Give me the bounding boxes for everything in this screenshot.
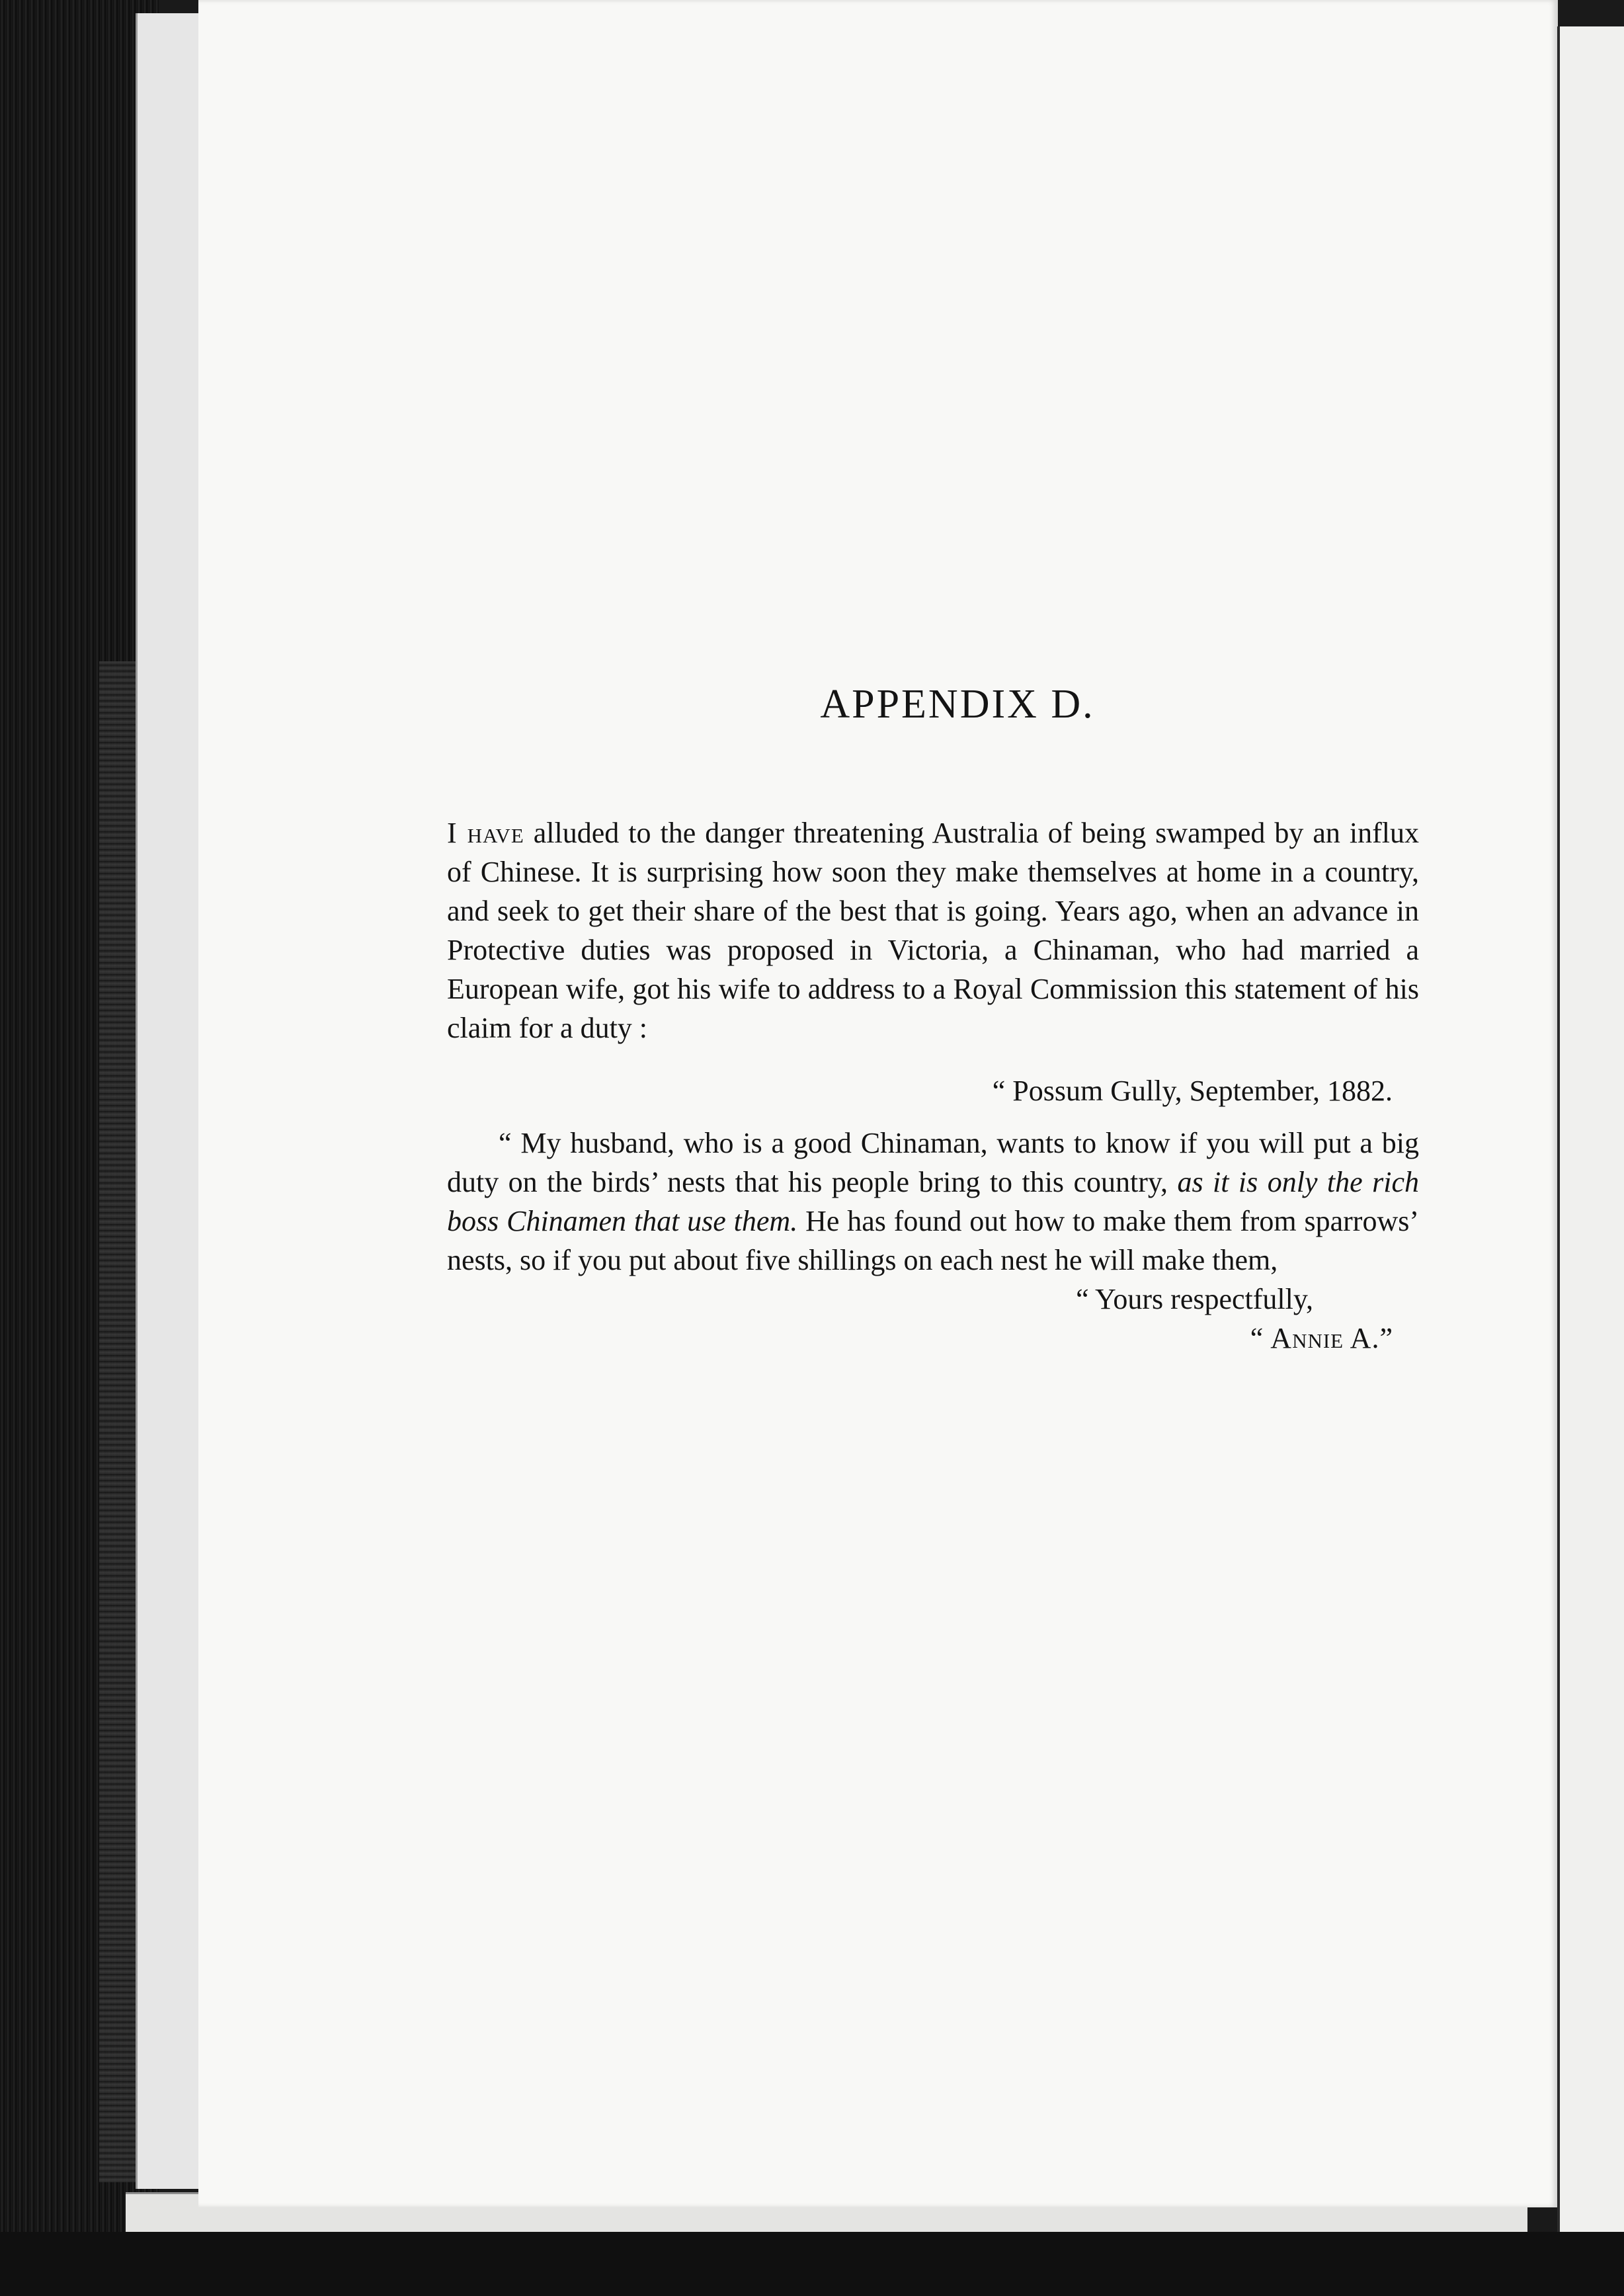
- scan-background: [0, 2232, 1624, 2296]
- intro-paragraph: [447, 813, 1419, 1047]
- appendix-heading: APPENDIX D.: [820, 682, 1095, 727]
- letter-closing: “ Yours respectfully,: [1076, 1283, 1313, 1315]
- letter-body-end: He has found out how to make them from sparrows’ nests, so if you put about five shillings on each nest he will make them,: [447, 1205, 1419, 1276]
- letter-body-start: “ My husband, who is a good Chinaman, wants to know if you will put a big duty on the birds’ nests that his people bring to this country,: [447, 1127, 1419, 1198]
- letter-dateline: “ Possum Gully, September, 1882.: [992, 1075, 1393, 1107]
- intro-paragraph-text: alluded to the danger threatening Australia of being swamped by an influx of Chinese. It is surprising how soon they make themselves at home in a country, and seek to get their share of the best that is going. Years ago, when an advance in Protective duties was proposed in Victoria, a Chinaman, who had married a European wife, got his wife to address to a Royal Commission this statement of his claim for a duty :: [447, 817, 1419, 1044]
- lead-word: I have: [447, 817, 524, 849]
- signature-open-quote: “: [1250, 1322, 1271, 1354]
- letter-body-italic: as it is only the rich boss Chinamen that use them.: [447, 1166, 1419, 1237]
- letter-signature: [447, 1319, 1393, 1358]
- page-text: [447, 813, 1419, 1358]
- letter-body: [447, 1124, 1419, 1280]
- facing-page-edge: [1557, 26, 1624, 2296]
- signature-close-quote: ”: [1379, 1322, 1393, 1354]
- signature-name: Annie A.: [1270, 1322, 1380, 1354]
